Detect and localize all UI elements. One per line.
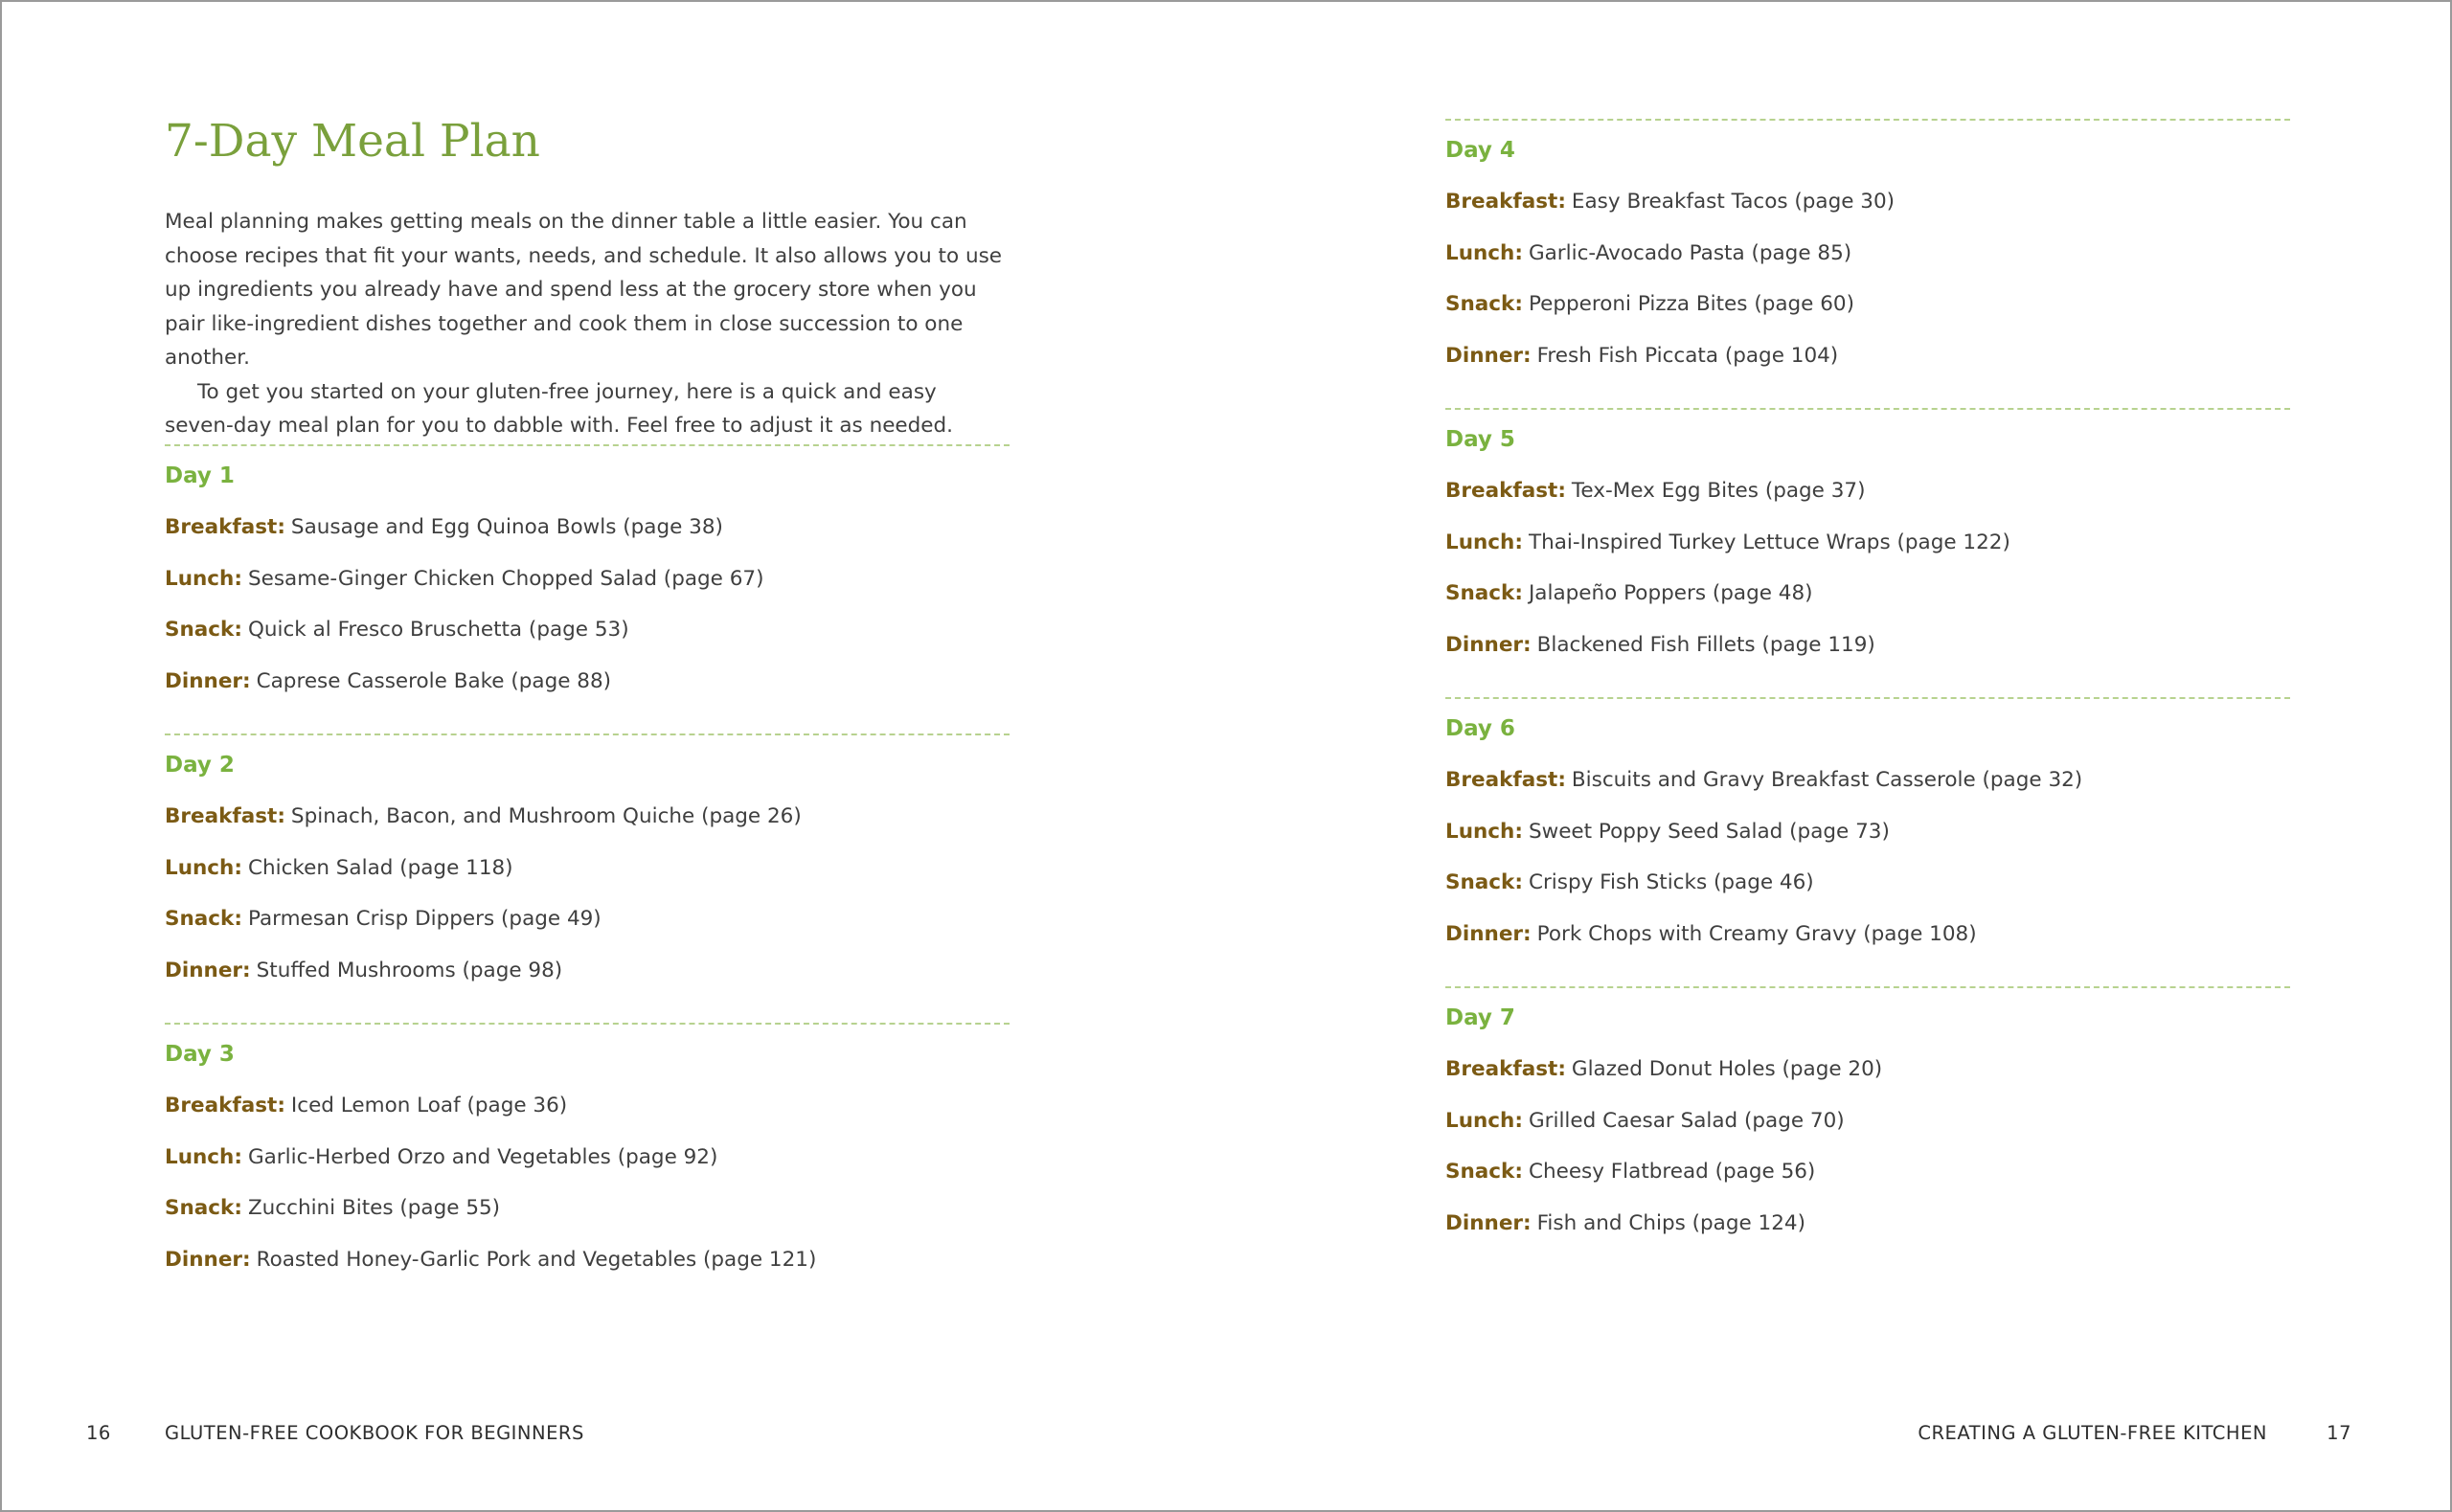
meal-list <box>165 802 1010 1007</box>
meal-snack <box>1445 869 2290 920</box>
page-number: 16 <box>86 1422 111 1444</box>
meal-label: Snack: <box>1445 1160 1523 1184</box>
meal-label: Dinner: <box>1445 1210 1532 1235</box>
meal-list <box>1445 188 2290 393</box>
dashed-divider <box>1445 119 2290 121</box>
meal-text: Pepperoni Pizza Bites (page 60) <box>1528 292 1854 316</box>
day-heading: Day 7 <box>1445 1005 1515 1030</box>
meal-label: Dinner: <box>165 668 251 693</box>
meal-list <box>1445 477 2290 682</box>
meal-label: Dinner: <box>1445 921 1532 946</box>
meal-text: Pork Chops with Creamy Gravy (page 108) <box>1536 921 1977 946</box>
meal-lunch <box>165 854 1010 906</box>
meal-label: Lunch: <box>1445 240 1523 265</box>
dashed-divider <box>1445 408 2290 410</box>
meal-text: Fish and Chips (page 124) <box>1536 1210 1805 1235</box>
day-1-section <box>165 444 1010 718</box>
day-4-section <box>1445 119 2290 393</box>
meal-text: Sausage and Egg Quinoa Bowls (page 38) <box>290 515 723 539</box>
meal-label: Breakfast: <box>1445 768 1566 792</box>
meal-dinner <box>1445 342 2290 394</box>
dashed-divider <box>1445 697 2290 699</box>
meal-dinner <box>1445 920 2290 972</box>
meal-text: Cheesy Flatbread (page 56) <box>1528 1160 1816 1184</box>
intro-paragraph-2: To get you started on your gluten-free journey, here is a quick and easy seven-day meal plan for you to dabble with. Feel free to adjust it as needed. <box>165 379 954 438</box>
meal-dinner <box>165 1246 1010 1298</box>
meal-breakfast <box>165 513 1010 565</box>
meal-text: Easy Breakfast Tacos (page 30) <box>1571 190 1896 214</box>
meal-breakfast <box>165 802 1010 854</box>
day-heading: Day 6 <box>1445 716 1515 741</box>
running-footer: GLUTEN-FREE COOKBOOK FOR BEGINNERS <box>165 1422 584 1444</box>
day-heading: Day 3 <box>165 1042 235 1067</box>
intro-paragraph-1: Meal planning makes getting meals on the dinner table a little easier. You can choose recipes that fit your wants, needs, and schedule. It also allows you to use up ingredients you already have and spend less at the grocery store when you pair like-ingredient dishes together and cook them in close succession to one another. <box>165 210 1003 370</box>
dashed-divider <box>165 1023 1010 1025</box>
running-footer: CREATING A GLUTEN-FREE KITCHEN <box>1918 1422 2267 1444</box>
meal-text: Iced Lemon Loaf (page 36) <box>290 1094 568 1117</box>
meal-list <box>165 1092 1010 1297</box>
meal-label: Breakfast: <box>165 804 285 828</box>
meal-breakfast <box>1445 766 2290 818</box>
meal-text: Sweet Poppy Seed Salad (page 73) <box>1528 819 1890 844</box>
meal-label: Lunch: <box>165 566 242 591</box>
meal-snack <box>165 905 1010 957</box>
meal-snack <box>165 1194 1010 1246</box>
meal-label: Dinner: <box>1445 632 1532 657</box>
day-heading: Day 1 <box>165 463 235 488</box>
meal-text: Biscuits and Gravy Breakfast Casserole (page 32) <box>1571 768 2083 792</box>
left-page <box>2 2 1228 1510</box>
meal-label: Lunch: <box>1445 1108 1523 1133</box>
right-page <box>1228 2 2450 1510</box>
meal-label: Snack: <box>1445 870 1523 894</box>
meal-breakfast <box>1445 188 2290 239</box>
meal-text: Sesame-Ginger Chicken Chopped Salad (page 67) <box>247 566 764 591</box>
dashed-divider <box>165 444 1010 446</box>
meal-breakfast <box>1445 477 2290 529</box>
meal-snack <box>1445 579 2290 631</box>
meal-dinner <box>165 667 1010 719</box>
meal-label: Breakfast: <box>1445 479 1566 503</box>
meal-text: Roasted Honey-Garlic Pork and Vegetables (page 121) <box>256 1247 817 1272</box>
day-5-section <box>1445 408 2290 682</box>
day-heading: Day 5 <box>1445 427 1515 452</box>
meal-label: Lunch: <box>165 1144 242 1169</box>
page-number: 17 <box>2327 1422 2351 1444</box>
meal-text: Zucchini Bites (page 55) <box>247 1196 501 1220</box>
day-6-section <box>1445 697 2290 971</box>
meal-snack <box>165 616 1010 667</box>
meal-lunch <box>165 565 1010 617</box>
meal-text: Caprese Casserole Bake (page 88) <box>256 668 612 693</box>
meal-breakfast <box>165 1092 1010 1143</box>
meal-label: Breakfast: <box>165 515 285 539</box>
meal-label: Lunch: <box>165 855 242 880</box>
meal-text: Tex-Mex Egg Bites (page 37) <box>1571 479 1866 503</box>
meal-label: Snack: <box>1445 581 1523 605</box>
page-title: 7-Day Meal Plan <box>165 115 540 168</box>
meal-text: Thai-Inspired Turkey Lettuce Wraps (page 122) <box>1528 530 2010 554</box>
meal-text: Grilled Caesar Salad (page 70) <box>1528 1108 1845 1133</box>
day-3-section <box>165 1023 1010 1297</box>
meal-list <box>1445 1055 2290 1260</box>
meal-dinner <box>1445 1209 2290 1261</box>
meal-label: Breakfast: <box>1445 1057 1566 1081</box>
meal-text: Stuffed Mushrooms (page 98) <box>256 958 563 982</box>
dashed-divider <box>165 733 1010 735</box>
meal-lunch <box>165 1143 1010 1195</box>
meal-text: Spinach, Bacon, and Mushroom Quiche (page 26) <box>290 804 802 828</box>
meal-text: Jalapeño Poppers (page 48) <box>1528 581 1813 605</box>
meal-lunch <box>1445 1107 2290 1159</box>
meal-label: Breakfast: <box>1445 190 1566 214</box>
meal-text: Fresh Fish Piccata (page 104) <box>1536 343 1839 368</box>
meal-label: Snack: <box>165 907 242 931</box>
meal-text: Quick al Fresco Bruschetta (page 53) <box>247 618 629 642</box>
meal-text: Glazed Donut Holes (page 20) <box>1571 1057 1883 1081</box>
meal-label: Dinner: <box>165 1247 251 1272</box>
meal-lunch <box>1445 529 2290 580</box>
meal-label: Snack: <box>165 618 242 642</box>
intro-text <box>165 205 1008 443</box>
meal-label: Breakfast: <box>165 1094 285 1117</box>
meal-dinner <box>165 957 1010 1008</box>
meal-snack <box>1445 290 2290 342</box>
meal-snack <box>1445 1158 2290 1209</box>
meal-label: Lunch: <box>1445 819 1523 844</box>
meal-text: Parmesan Crisp Dippers (page 49) <box>247 907 602 931</box>
meal-text: Chicken Salad (page 118) <box>247 855 513 880</box>
meal-lunch <box>1445 239 2290 291</box>
meal-label: Snack: <box>165 1196 242 1220</box>
meal-list <box>1445 766 2290 971</box>
meal-label: Lunch: <box>1445 530 1523 554</box>
day-heading: Day 4 <box>1445 138 1515 163</box>
meal-list <box>165 513 1010 718</box>
meal-text: Crispy Fish Sticks (page 46) <box>1528 870 1814 894</box>
dashed-divider <box>1445 986 2290 988</box>
day-heading: Day 2 <box>165 753 235 778</box>
meal-label: Dinner: <box>165 958 251 982</box>
meal-text: Blackened Fish Fillets (page 119) <box>1536 632 1875 657</box>
meal-text: Garlic-Herbed Orzo and Vegetables (page 92) <box>247 1144 718 1169</box>
meal-label: Dinner: <box>1445 343 1532 368</box>
meal-label: Snack: <box>1445 292 1523 316</box>
meal-dinner <box>1445 631 2290 683</box>
meal-lunch <box>1445 818 2290 869</box>
meal-text: Garlic-Avocado Pasta (page 85) <box>1528 240 1852 265</box>
day-2-section <box>165 733 1010 1007</box>
meal-breakfast <box>1445 1055 2290 1107</box>
day-7-section <box>1445 986 2290 1260</box>
